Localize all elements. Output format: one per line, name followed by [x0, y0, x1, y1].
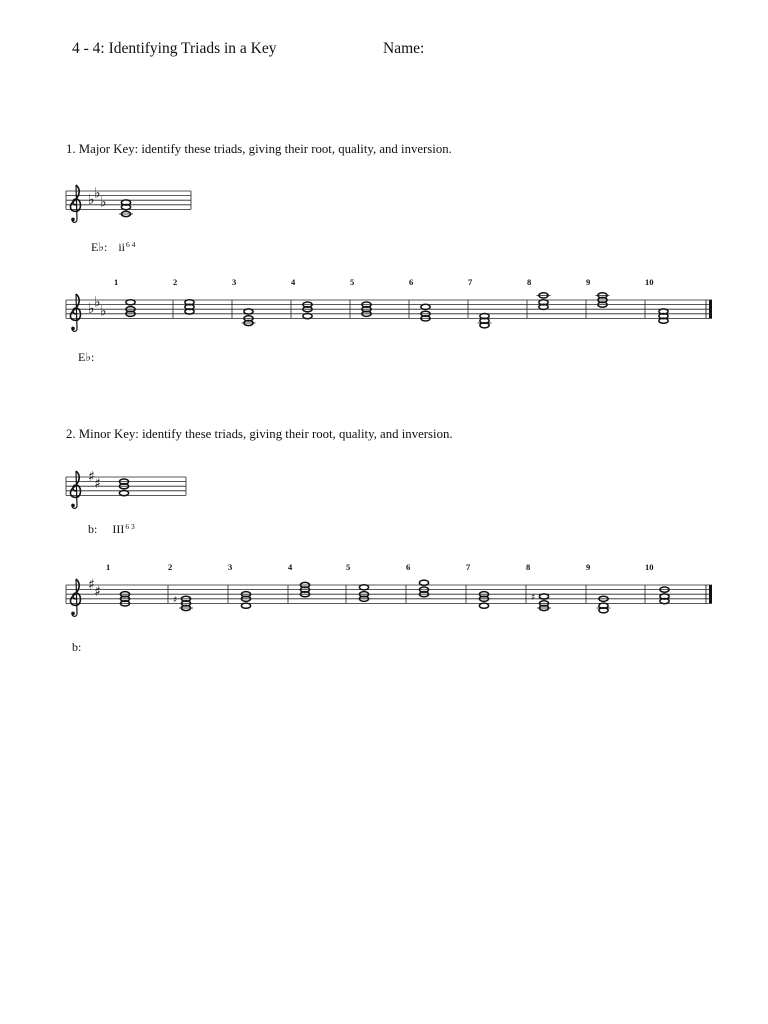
- sharp-icon: ♯: [94, 583, 101, 600]
- measure-number: 9: [586, 562, 591, 572]
- measure-number: 2: [173, 277, 178, 287]
- answer-figure: 6 3: [125, 522, 135, 531]
- measure-number: 5: [350, 277, 355, 287]
- flat-icon: ♭: [100, 303, 107, 320]
- measure-number: 8: [526, 562, 531, 572]
- name-label: Name:: [383, 40, 425, 57]
- measure-number: 1: [106, 562, 111, 572]
- clef-curve: [70, 471, 80, 497]
- whole-note: [244, 309, 253, 314]
- whole-note: [126, 300, 135, 305]
- answer-figure: 6 4: [126, 240, 136, 249]
- section2-example-system: [66, 469, 186, 508]
- key-label-text: E♭:: [91, 240, 108, 254]
- section1-example-key-label: [91, 240, 135, 255]
- measure-number: 6: [406, 562, 411, 572]
- whole-note: [303, 314, 312, 319]
- whole-note: [421, 304, 430, 309]
- section1-example-system: [66, 185, 191, 222]
- flat-icon: ♭: [100, 194, 107, 211]
- answer-numeral: ii: [118, 240, 125, 254]
- final-barline-thick: [709, 585, 712, 603]
- key-label-text: b:: [88, 522, 98, 536]
- measure-number: 3: [228, 562, 233, 572]
- sharp-icon: ♯: [88, 577, 95, 593]
- whole-note: [241, 603, 250, 608]
- measure-number: 1: [114, 277, 119, 287]
- section2-instruction: 2. Minor Key: identify these triads, giving their root, quality, and inversion.: [66, 427, 453, 441]
- measure-number: 5: [346, 562, 351, 572]
- whole-note: [479, 603, 488, 608]
- flat-icon: ♭: [88, 301, 95, 318]
- worksheet-title: 4 - 4: Identifying Triads in a Key: [72, 40, 277, 57]
- whole-note: [539, 594, 548, 599]
- measure-number: 4: [288, 562, 293, 572]
- whole-note: [119, 491, 128, 496]
- measure-number: 7: [468, 277, 473, 287]
- section1-exercise-key-label: E♭:: [78, 350, 95, 364]
- clef-dot: [71, 612, 75, 616]
- measure-number: 4: [291, 277, 296, 287]
- accidental-sharp-icon: ♯: [531, 593, 536, 603]
- sharp-icon: ♯: [88, 469, 95, 485]
- flat-icon: ♭: [94, 294, 101, 311]
- measure-number: 10: [645, 562, 654, 572]
- flat-icon: ♭: [88, 192, 95, 209]
- whole-note: [359, 585, 368, 590]
- section2-exercise-key-label: b:: [72, 640, 82, 654]
- section1-exercise-system: [66, 277, 712, 331]
- final-barline-thick: [709, 300, 712, 318]
- clef-curve: [70, 185, 80, 211]
- clef-dot: [71, 218, 75, 222]
- answer-numeral: III: [112, 522, 125, 536]
- flat-icon: ♭: [94, 185, 101, 202]
- measure-number: 6: [409, 277, 414, 287]
- measure-number: 7: [466, 562, 471, 572]
- clef-curve: [70, 579, 80, 605]
- section2-exercise-system: [66, 562, 712, 616]
- section2-example-key-label: [88, 522, 135, 537]
- example-answer: [118, 240, 135, 254]
- sharp-icon: ♯: [94, 475, 101, 492]
- section1-instruction: 1. Major Key: identify these triads, giving their root, quality, and inversion.: [66, 142, 452, 156]
- clef-dot: [71, 327, 75, 331]
- whole-note: [419, 580, 428, 585]
- clef-curve: [70, 294, 80, 320]
- measure-number: 3: [232, 277, 237, 287]
- example-answer: [112, 522, 134, 536]
- measure-number: 8: [527, 277, 532, 287]
- measure-number: 2: [168, 562, 173, 572]
- measure-number: 9: [586, 277, 591, 287]
- accidental-sharp-icon: ♯: [173, 595, 178, 606]
- measure-number: 10: [645, 277, 654, 287]
- clef-dot: [71, 504, 75, 508]
